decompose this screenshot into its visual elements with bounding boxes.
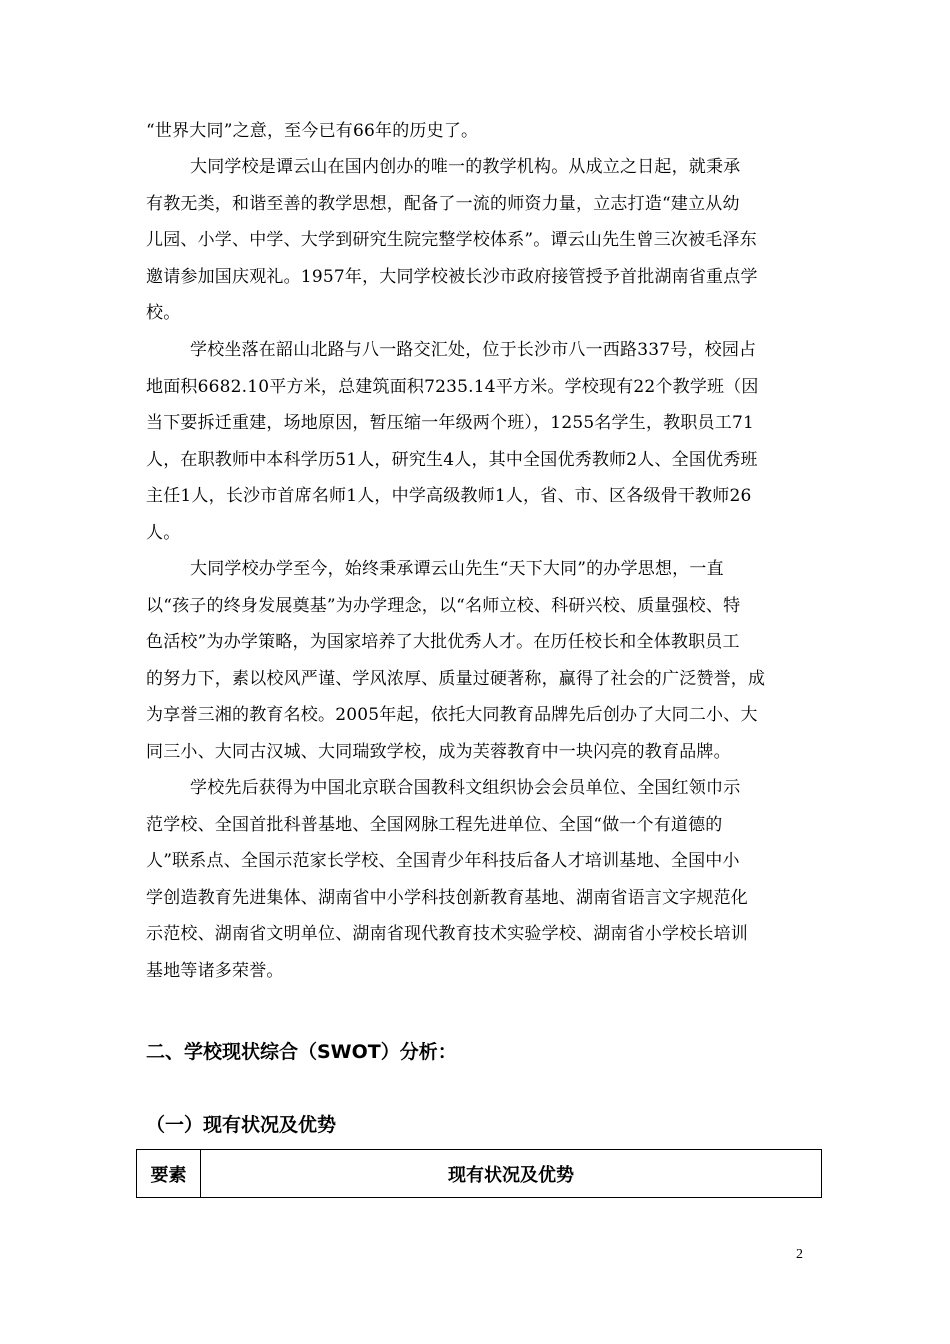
text-line: 人”联系点、全国示范家长学校、全国青少年科技后备人才培训基地、全国中小 <box>146 851 740 871</box>
text-line: 基地等诸多荣誉。 <box>146 960 284 981</box>
table-header-status: 现有状况及优势 <box>201 1150 822 1198</box>
text-line: 当下要拆迁重建，场地原因，暂压缩一年级两个班），1255名学生，教职员工71 <box>146 413 754 433</box>
table-header-row <box>137 1150 822 1198</box>
paragraph-school-philosophy <box>146 551 822 770</box>
text-line: 大同学校是谭云山在国内创办的唯一的教学机构。从成立之日起，就秉承 <box>190 157 741 177</box>
paragraph-school-founding <box>146 149 822 332</box>
text-line: 地面积6682.10平方米，总建筑面积7235.14平方米。学校现有22个教学班（因 <box>146 376 759 397</box>
text-line: 校。 <box>146 303 181 323</box>
text-line: 的努力下，素以校风严谨、学风浓厚、质量过硬著称，赢得了社会的广泛赞誉，成 <box>146 668 766 689</box>
text-line: 有教无类，和谐至善的教学思想，配备了一流的师资力量，立志打造“建立从幼 <box>146 193 740 214</box>
text-line: 学创造教育先进集体、湖南省中小学科技创新教育基地、湖南省语言文字规范化 <box>146 887 748 908</box>
text-line: 学校坐落在韶山北路与八一路交汇处，位于长沙市八一西路337号，校园占 <box>190 340 757 360</box>
page-number: 2 <box>796 1247 803 1262</box>
text-line: 大同学校办学至今，始终秉承谭云山先生“天下大同”的办学思想，一直 <box>190 559 724 579</box>
table-header-element: 要素 <box>137 1150 201 1198</box>
text-line: 学校先后获得为中国北京联合国教科文组织协会会员单位、全国红领巾示 <box>190 778 741 798</box>
text-line: 以“孩子的终身发展奠基”为办学理念，以“名师立校、科研兴校、质量强校、特 <box>146 595 741 616</box>
text-line: 儿园、小学、中学、大学到研究生院完整学校体系”。谭云山先生曾三次被毛泽东 <box>146 230 757 250</box>
subsection-heading: （一）现有状况及优势 <box>146 1114 337 1136</box>
text-line: 色活校”为办学策略，为国家培养了大批优秀人才。在历任校长和全体教职员工 <box>146 632 740 652</box>
section-heading: 二、学校现状综合（SWOT）分析： <box>146 1041 457 1063</box>
text-line: 邀请参加国庆观礼。1957年，大同学校被长沙市政府接管授予首批湖南省重点学 <box>146 266 758 287</box>
text-line: 主任1人，长沙市首席名师1人，中学高级教师1人，省、市、区各级骨干教师26 <box>146 486 752 506</box>
text-line: 范学校、全国首批科普基地、全国网脉工程先进单位、全国“做一个有道德的 <box>146 814 723 835</box>
text-line: 示范校、湖南省文明单位、湖南省现代教育技术实验学校、湖南省小学校长培训 <box>146 924 748 944</box>
text-line: 人。 <box>146 522 181 543</box>
text-line: “世界大同”之意，至今已有66年的历史了。 <box>146 121 479 141</box>
paragraph-school-location <box>146 332 822 551</box>
text-line: 人，在职教师中本科学历51人，研究生4人，其中全国优秀教师2人、全国优秀班 <box>146 449 758 470</box>
paragraph-school-honors <box>146 770 822 989</box>
paragraph-history-end <box>146 113 822 150</box>
text-line: 同三小、大同古汉城、大同瑞致学校，成为芙蓉教育中一块闪亮的教育品牌。 <box>146 741 731 762</box>
text-line: 为享誉三湘的教育名校。2005年起，依托大同教育品牌先后创办了大同二小、大 <box>146 705 758 725</box>
swot-table <box>136 1149 822 1198</box>
